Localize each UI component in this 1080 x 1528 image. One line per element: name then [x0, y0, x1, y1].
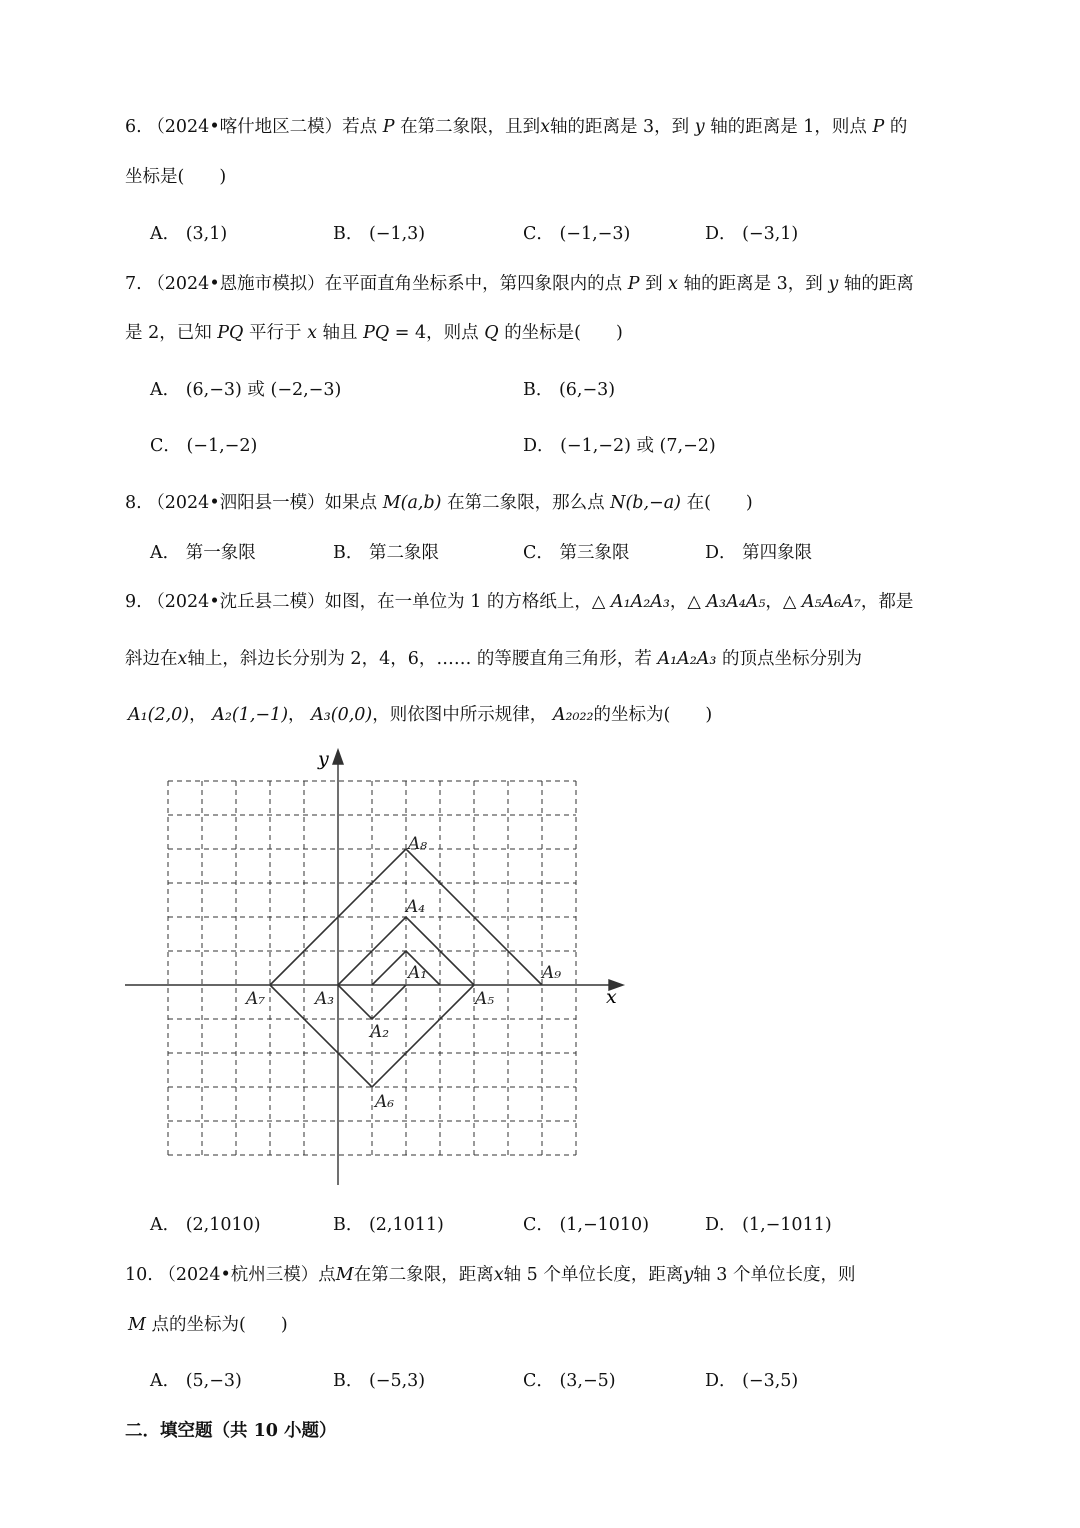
- q9-point-a2022: A₂₀₂₂: [552, 705, 594, 725]
- label-a8: A₈: [408, 834, 428, 854]
- q9-option-c[interactable]: C． (1,−1010): [523, 1215, 650, 1235]
- q8-text-c: 在( ): [686, 493, 753, 513]
- q7-text-d: 轴的距离: [843, 274, 914, 294]
- label-a1: A₁: [408, 963, 428, 983]
- q7-option-d[interactable]: D． (−1,−2) 或 (7,−2): [523, 436, 716, 456]
- q9-triangle-3: △ A₅A₆A₇: [782, 592, 861, 612]
- label-a9: A₉: [542, 963, 562, 983]
- q6-var-p: P: [382, 117, 395, 137]
- q7-var-q: Q: [484, 323, 499, 343]
- q9-option-a[interactable]: A． (2,1010): [150, 1215, 261, 1235]
- q8-var-m: M: [382, 493, 401, 513]
- q8-option-a[interactable]: A． 第一象限: [150, 543, 256, 563]
- q10-source: （2024•杭州三模）: [158, 1265, 319, 1285]
- q10-text-d: 轴 3 个单位长度，则: [693, 1265, 856, 1285]
- q7-var-p: P: [627, 274, 640, 294]
- q7-stem-line2: [125, 319, 623, 344]
- q10-option-d[interactable]: D． (−3,5): [705, 1371, 799, 1391]
- q8-option-d[interactable]: D． 第四象限: [705, 543, 813, 563]
- q7-var-pq: PQ: [217, 323, 244, 343]
- q7-var-x2: x: [307, 323, 317, 343]
- q6-option-a[interactable]: A． (3,1): [150, 224, 228, 244]
- q7-var-y: y: [828, 274, 839, 294]
- q9-point-a1: A₁(2,0): [128, 705, 190, 725]
- q8-option-c[interactable]: C． 第三象限: [523, 543, 630, 563]
- q10-text-e: 点的坐标为( ): [151, 1315, 288, 1335]
- q9-text-c: 斜边在: [125, 649, 178, 669]
- q8-text-a: 如果点: [324, 493, 378, 513]
- q6-stem-line2: 坐标是( ): [125, 167, 227, 187]
- q9-number: 9.: [125, 592, 142, 612]
- x-axis-label: x: [606, 986, 617, 1008]
- q9-sep-4: ，: [288, 705, 306, 725]
- q6-text-c: 轴的距离是 3，到: [549, 117, 690, 137]
- q9-triangle-2: △ A₃A₄A₅: [687, 592, 766, 612]
- q9-triangle-4: A₁A₂A₃: [657, 649, 717, 669]
- q9-sep-2: ，: [765, 592, 783, 612]
- q9-text-e: 的顶点坐标分别为: [722, 649, 863, 669]
- q10-text-b: 在第二象限，距离: [353, 1265, 494, 1285]
- q7-option-c[interactable]: C． (−1,−2): [150, 436, 258, 456]
- q7-text-c: 轴的距离是 3，到: [683, 274, 823, 294]
- q8-option-b[interactable]: B． 第二象限: [333, 543, 439, 563]
- q8-coord-n: (b,−a): [625, 493, 681, 513]
- q7-var-x: x: [668, 274, 679, 294]
- label-a6: A₆: [375, 1092, 395, 1112]
- label-a7: A₇: [246, 989, 266, 1009]
- q10-var-m: M: [335, 1265, 354, 1285]
- q7-var-pq2: PQ: [363, 323, 390, 343]
- q10-option-c[interactable]: C． (3,−5): [523, 1371, 616, 1391]
- q9-stem-line2: [125, 645, 862, 670]
- q10-var-m2: M: [128, 1315, 146, 1335]
- q9-point-a2: A₂(1,−1): [212, 705, 289, 725]
- q6-var-x: x: [540, 117, 550, 137]
- q9-figure: [120, 745, 640, 1190]
- q6-number: 6.: [125, 117, 142, 137]
- q9-option-b[interactable]: B． (2,1011): [333, 1215, 444, 1235]
- q9-option-d[interactable]: D． (1,−1011): [705, 1215, 832, 1235]
- q6-stem-line1: [125, 113, 907, 138]
- q9-text-f: ，则依图中所示规律，: [372, 705, 548, 725]
- q10-option-a[interactable]: A． (5,−3): [150, 1371, 242, 1391]
- q9-point-a3: A₃(0,0): [311, 705, 373, 725]
- q9-source: （2024•沈丘县二模）: [147, 592, 325, 612]
- q10-text-c: 轴 5 个单位长度，距离: [503, 1265, 684, 1285]
- q6-text-a: 若点: [342, 117, 378, 137]
- q10-number: 10.: [125, 1265, 153, 1285]
- label-a4: A₄: [406, 897, 426, 917]
- q8-number: 8.: [125, 493, 142, 513]
- q6-text-e: 的: [889, 117, 908, 137]
- q7-text-g: 轴且: [322, 323, 358, 343]
- q6-var-y: y: [694, 117, 705, 137]
- q8-source: （2024•泗阳县一模）: [147, 493, 325, 513]
- y-axis-arrow-icon: [333, 750, 343, 764]
- q7-text-i: 的坐标是( ): [504, 323, 623, 343]
- q6-source: （2024•喀什地区二模）: [147, 117, 343, 137]
- q7-option-b[interactable]: B． (6,−3): [523, 380, 616, 400]
- q6-option-d[interactable]: D． (−3,1): [705, 224, 799, 244]
- label-a3: A₃: [315, 989, 335, 1009]
- q7-text-f: 平行于: [248, 323, 302, 343]
- q9-text-g: 的坐标为( ): [593, 705, 713, 725]
- q6-option-c[interactable]: C． (−1,−3): [523, 224, 631, 244]
- q8-text-b: 在第二象限，那么点: [447, 493, 605, 513]
- q8-coord-m: (a,b): [400, 493, 442, 513]
- q7-option-a[interactable]: A． (6,−3) 或 (−2,−3): [150, 380, 342, 400]
- q9-stem-line3: [128, 701, 712, 726]
- q7-text-e: 是 2，已知: [125, 323, 212, 343]
- q9-stem-line1: [125, 588, 913, 613]
- q8-stem: [125, 489, 753, 514]
- q9-text-a: 如图，在一单位为 1 的方格纸上，: [324, 592, 592, 612]
- q6-option-b[interactable]: B． (−1,3): [333, 224, 426, 244]
- q9-sep-1: ，: [669, 592, 688, 612]
- y-axis-label: y: [318, 748, 329, 770]
- q10-var-y: y: [683, 1265, 694, 1285]
- q6-var-p2: P: [872, 117, 885, 137]
- label-a5: A₅: [475, 989, 495, 1009]
- q7-text-b: 到: [645, 274, 663, 294]
- q10-text-a: 点: [318, 1265, 336, 1285]
- section-2-title: 二．填空题（共 10 小题）: [125, 1421, 337, 1441]
- label-a2: A₂: [370, 1022, 390, 1042]
- q10-stem-line2: [128, 1311, 288, 1336]
- q9-figure-grid: [168, 781, 576, 1155]
- q9-text-b: ，都是: [860, 592, 914, 612]
- q10-var-x: x: [493, 1265, 504, 1285]
- q7-number: 7.: [125, 274, 142, 294]
- q6-text-b: 在第二象限，且到: [400, 117, 541, 137]
- q6-text-d: 轴的距离是 1，则点: [710, 117, 867, 137]
- q9-triangle-1: △ A₁A₂A₃: [591, 592, 670, 612]
- q7-text-h: = 4，则点: [394, 323, 479, 343]
- q9-text-d: 轴上，斜边长分别为 2，4，6，…… 的等腰直角三角形，若: [187, 649, 652, 669]
- q7-stem-line1: [125, 270, 914, 295]
- q7-text-a: 在平面直角坐标系中，第四象限内的点: [324, 274, 623, 294]
- q7-source: （2024•恩施市模拟）: [147, 274, 325, 294]
- q9-var-x: x: [177, 649, 188, 669]
- q8-var-n: N: [610, 493, 626, 513]
- q9-sep-3: ，: [189, 705, 207, 725]
- q10-stem-line1: [125, 1261, 856, 1286]
- q10-option-b[interactable]: B． (−5,3): [333, 1371, 426, 1391]
